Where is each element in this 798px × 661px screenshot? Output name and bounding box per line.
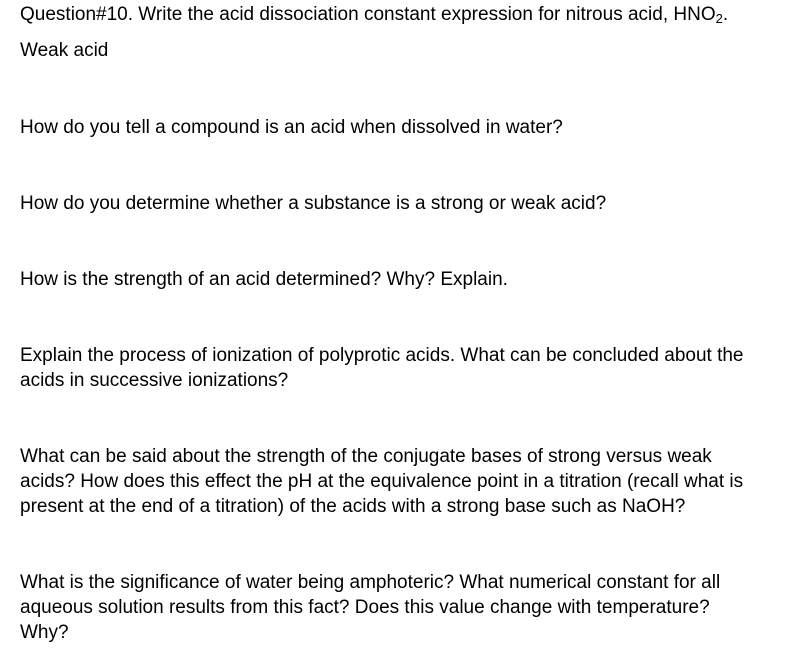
question-line: How is the strength of an acid determined? Why? Explain. xyxy=(20,269,508,290)
question-heading-end: . xyxy=(722,4,729,25)
question-heading xyxy=(20,2,728,27)
question-paragraph xyxy=(20,191,790,216)
question-line: acids? How does this effect the pH at the equivalence point in a titration (recall what is xyxy=(20,471,744,492)
question-line: What is the significance of water being amphoteric? What numerical constant for all xyxy=(20,572,721,593)
question-line: acids in successive ionizations? xyxy=(20,370,289,391)
question-line: aqueous solution results from this fact? Does this value change with temperature? xyxy=(20,597,710,618)
question-paragraph xyxy=(20,267,790,292)
question-paragraph xyxy=(20,115,790,140)
question-paragraph xyxy=(20,343,790,393)
question-line: What can be said about the strength of the conjugate bases of strong versus weak xyxy=(20,446,712,467)
question-line: How do you tell a compound is an acid when dissolved in water? xyxy=(20,117,563,138)
answer-text: Weak acid xyxy=(20,40,109,61)
question-paragraph xyxy=(20,570,790,645)
question-heading-text: Question#10. Write the acid dissociation constant expression for nitrous acid, HNO xyxy=(20,4,716,25)
formula-subscript: 2 xyxy=(715,11,723,26)
question-line: present at the end of a titration) of the acids with a strong base such as NaOH? xyxy=(20,496,686,517)
question-paragraph xyxy=(20,444,790,519)
question-line: Explain the process of ionization of polyprotic acids. What can be concluded about the xyxy=(20,345,744,366)
question-line: Why? xyxy=(20,622,69,643)
question-line: How do you determine whether a substance is a strong or weak acid? xyxy=(20,193,607,214)
